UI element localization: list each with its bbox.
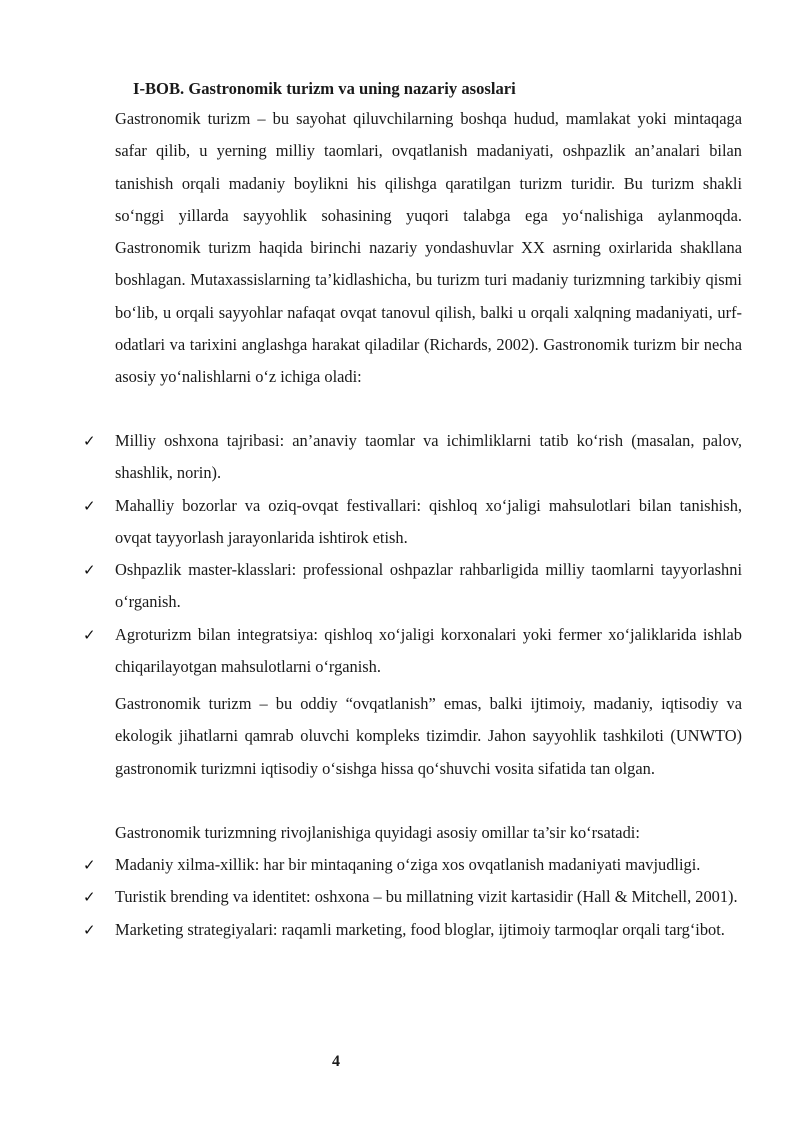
list-item-text: Turistik brending va identitet: oshxona – bu millatning vizit kartasidir (Hall & Mitchell, 2001). [115,887,738,907]
list-item [0,881,800,913]
list-item [0,490,800,555]
checkmark-icon: ✓ [83,561,96,580]
list-item [0,849,800,881]
chapter-heading: I-BOB. Gastronomik turizm va uning nazariy asoslari [133,79,516,98]
checkmark-icon: ✓ [83,625,96,644]
intro-paragraph: Gastronomik turizm – bu sayohat qiluvchilarning boshqa hudud, mamlakat yoki mintaqaga safar qilib, u yerning milliy taomlari, ovqatlanish madaniyati, oshpazlik an’analari bilan tanishish orqali madaniy boylikni his qilishga qaratilgan turizm turidir. Bu turizm shakli so‘nggi yillarda sayyohlik sohasining yuqori talabga ega yo‘nalishiga aylanmoqda. Gastronomik turizm haqida birinchi nazariy yondashuvlar XX asrning oxirlarida shakllana boshlagan. Mutaxassislarning ta’kidlashicha, bu turizm turi madaniy turizmning tarkibiy qismi bo‘lib, u orqali sayyohlar nafaqat ovqat tanovul qilish, balki u orqali xalqning madaniyati, urf-odatlari va tarixini anglashga harakat qiladilar (Richards, 2002). Gastronomik turizm bir necha asosiy yo‘nalishlarni o‘z ichiga oladi: [115,109,742,387]
checkmark-icon: ✓ [83,920,96,939]
checkmark-icon: ✓ [83,888,96,907]
directions-list [0,425,800,683]
list-item [0,619,800,684]
factors-list [0,849,800,946]
list-item [0,914,800,946]
checkmark-icon: ✓ [83,856,96,874]
list-item [0,425,800,490]
list-item-text: Milliy oshxona tajribasi: an’anaviy taomlar va ichimliklarni tatib ko‘rish (masalan, palov, shashlik, norin). [115,431,742,483]
list-item [0,554,800,619]
factors-intro-paragraph: Gastronomik turizmning rivojlanishiga quyidagi asosiy omillar ta’sir ko‘rsatadi: [115,823,640,842]
list-item-text: Madaniy xilma-xillik: har bir mintaqaning o‘ziga xos ovqatlanish madaniyati mavjudligi. [115,855,701,874]
list-item-text: Marketing strategiyalari: raqamli marketing, food bloglar, ijtimoiy tarmoqlar orqali targ‘ibot. [115,919,725,939]
page-number: 4 [332,1053,340,1070]
list-item-text: Mahalliy bozorlar va oziq-ovqat festivallari: qishloq xo‘jaligi mahsulotlari bilan tanishish, ovqat tayyorlash jarayonlarida ishtirok etish. [115,495,742,547]
list-item-text: Agroturizm bilan integratsiya: qishloq xo‘jaligi korxonalari yoki fermer xo‘jaliklarida ishlab chiqarilayotgan mahsulotlarni o‘rganish. [115,624,742,677]
list-item-text: Oshpazlik master-klasslari: professional oshpazlar rahbarligida milliy taomlarni tayyorlashni o‘rganish. [115,560,742,612]
checkmark-icon: ✓ [83,432,96,450]
checkmark-icon: ✓ [83,496,96,515]
definition-paragraph: Gastronomik turizm – bu oddiy “ovqatlanish” emas, balki ijtimoiy, madaniy, iqtisodiy va ekologik jihatlarni qamrab oluvchi kompleks tizimdir. Jahon sayyohlik tashkiloti (UNWTO) gastronomik turizmni iqtisodiy o‘sishga hissa qo‘shuvchi vosita sifatida tan olgan. [115,694,742,778]
